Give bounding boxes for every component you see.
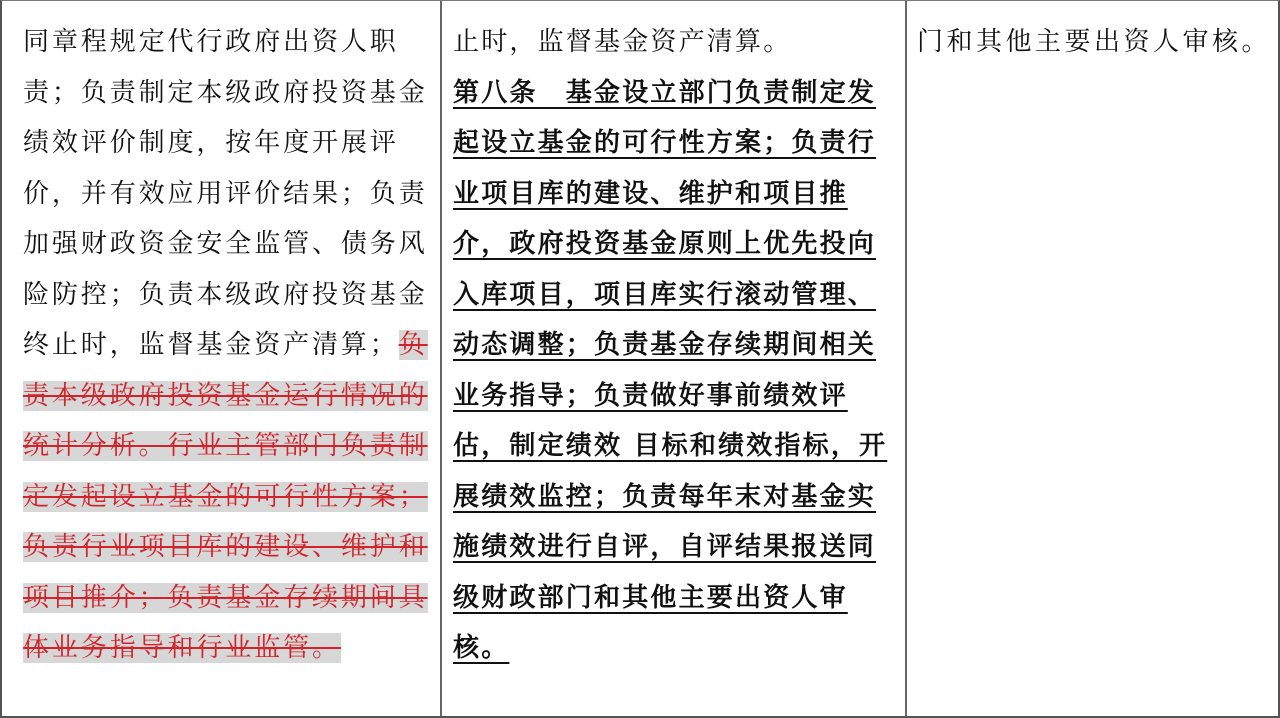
table-column-notes xyxy=(907,1,1278,716)
cell-text-revised xyxy=(442,17,899,674)
deleted-text: 负责本级政府投资基金运行情况的统计分析。行业主管部门负责制定发起设立基金的可行性方案；负责行业项目库的建设、维护和项目推介；负责基金存续期间具体业务指导和行业监管。 xyxy=(23,330,428,663)
original-text: 同章程规定代行政府出资人职责；负责制定本级政府投资基金绩效评价制度，按年度开展评价，并有效应用评价结果；负责加强财政资金安全监管、债务风险防控；负责本级政府投资基金终止时，监督基金资产清算； xyxy=(23,27,428,360)
table-column-original xyxy=(2,1,442,716)
revised-continued-text: 止时，监督基金资产清算。 xyxy=(453,27,792,57)
notes-text: 门和其他主要出资人审核。 xyxy=(917,27,1272,57)
cell-text-notes xyxy=(907,17,1272,68)
cell-text-original xyxy=(2,17,433,674)
added-text: 第八条 基金设立部门负责制定发起设立基金的可行性方案；负责行业项目库的建设、维护和项目推介，政府投资基金原则上优先投向入库项目，项目库实行滚动管理、动态调整；负责基金存续期间相关业务指导；负责做好事前绩效评估，制定绩效 目标和绩效指标，开展绩效监控；负责每年末对基金实施绩效进行自评，自评结果报送同级财政部门和其他主要出资人审核。 xyxy=(453,77,888,663)
table-column-revised xyxy=(442,1,907,716)
